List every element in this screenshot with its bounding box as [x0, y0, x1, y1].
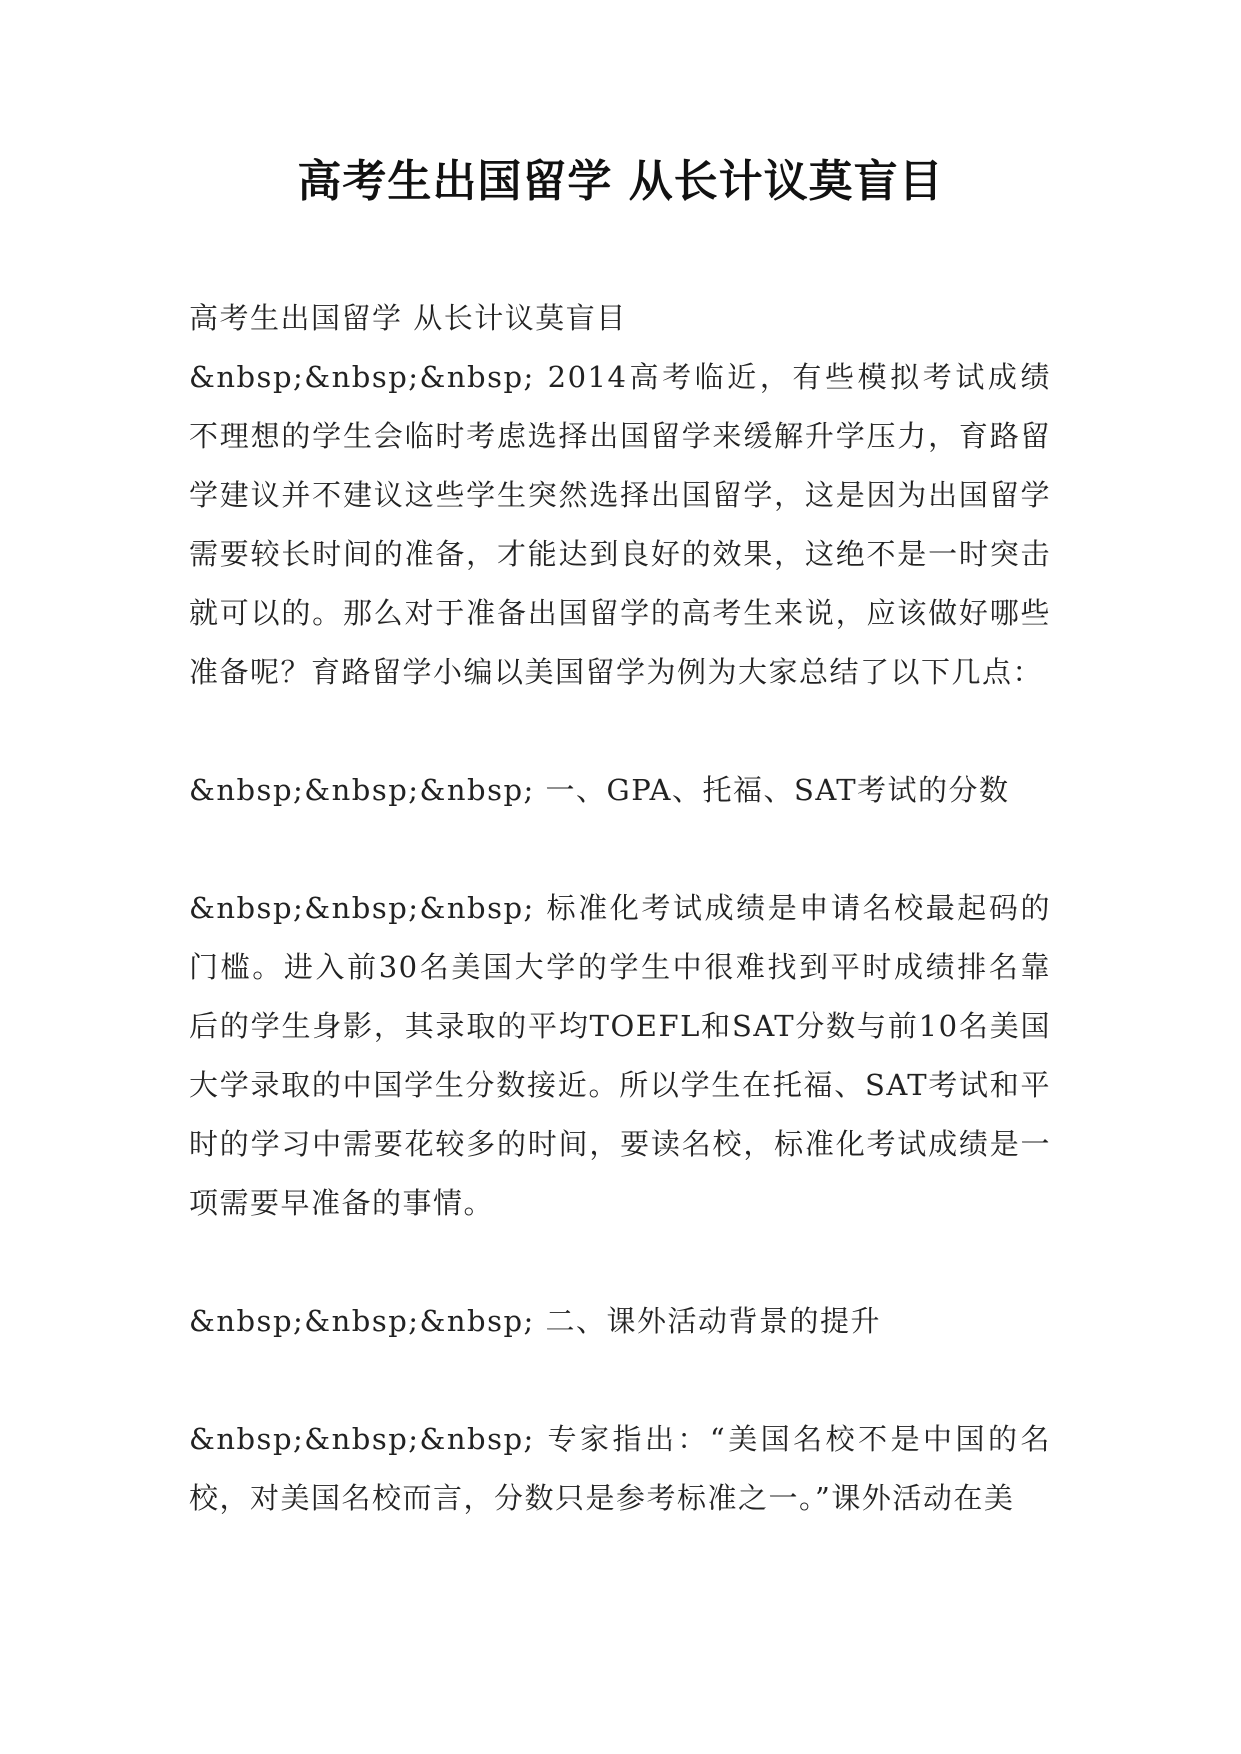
section-heading-1: &nbsp;&nbsp;&nbsp; 一、GPA、托福、SAT考试的分数	[189, 773, 1010, 807]
document-title: 高考生出国留学 从长计议莫盲目	[297, 156, 944, 207]
paragraph-gap	[189, 1351, 1051, 1410]
body-subtitle: 高考生出国留学 从长计议莫盲目	[189, 301, 627, 335]
section-heading-2: &nbsp;&nbsp;&nbsp; 二、课外活动背景的提升	[189, 1304, 882, 1338]
body-paragraph-2: &nbsp;&nbsp;&nbsp; 专家指出：“美国名校不是中国的名校，对美国名校而言，分数只是参考标准之一。”课外活动在美	[189, 1422, 1051, 1515]
paragraph-gap	[189, 820, 1051, 879]
body-paragraph-1: &nbsp;&nbsp;&nbsp; 标准化考试成绩是申请名校最起码的门槛。进入前30名美国大学的学生中很难找到平时成绩排名靠后的学生身影，其录取的平均TOEFL和SAT分数与前10名美国大学录取的中国学生分数接近。所以学生在托福、SAT考试和平时的学习中需要花较多的时间，要读名校，标准化考试成绩是一项需要早准备的事情。	[189, 891, 1051, 1220]
paragraph-gap	[189, 1233, 1051, 1292]
body-paragraph-intro: &nbsp;&nbsp;&nbsp; 2014高考临近，有些模拟考试成绩不理想的学生会临时考虑选择出国留学来缓解升学压力，育路留学建议并不建议这些学生突然选择出国留学，这是因为出国留学需要较长时间的准备，才能达到良好的效果，这绝不是一时突击就可以的。那么对于准备出国留学的高考生来说，应该做好哪些准备呢？育路留学小编以美国留学为例为大家总结了以下几点：	[189, 360, 1051, 689]
paragraph-gap	[189, 702, 1051, 761]
document-body	[189, 289, 1051, 1528]
